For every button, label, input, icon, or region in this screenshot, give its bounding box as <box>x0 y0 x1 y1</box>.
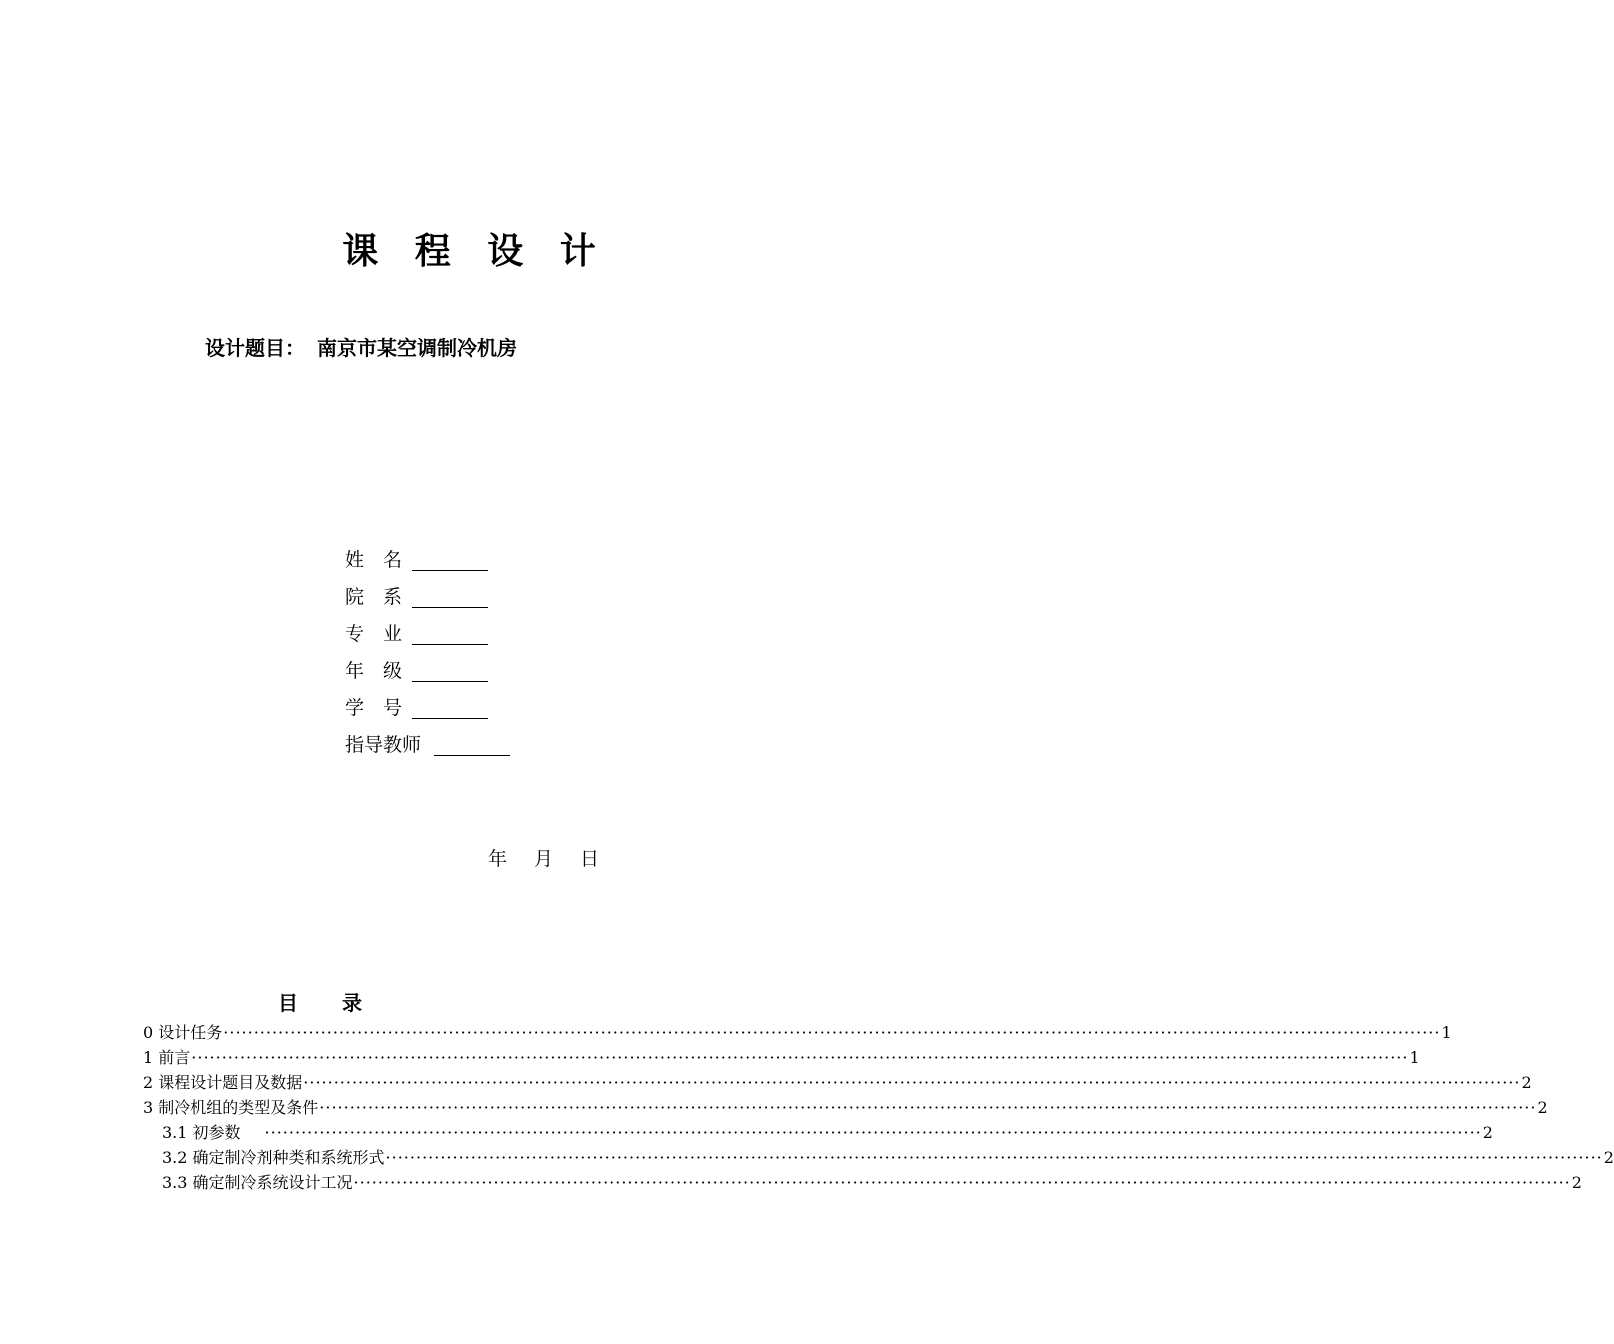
info-row-student-id <box>345 693 510 730</box>
date-month: 月 <box>534 848 554 870</box>
student-info-block <box>345 545 510 767</box>
info-row-department <box>345 582 510 619</box>
toc-subentry[interactable] <box>143 1145 1614 1170</box>
date-line <box>488 844 599 874</box>
info-blank-major[interactable] <box>412 619 488 645</box>
toc-entry-text: 0 设计任务 <box>143 1023 223 1042</box>
toc-leader-dots: ········································································································································································································ <box>353 1173 1571 1192</box>
info-label-student-id: 学 号 <box>345 697 403 719</box>
design-topic <box>205 333 517 363</box>
toc-leader-dots: ········································································································································································································ <box>264 1123 1482 1142</box>
date-day: 日 <box>580 848 600 870</box>
toc-entry[interactable] <box>143 1020 1452 1045</box>
toc-entry[interactable] <box>143 1070 1532 1095</box>
toc-entry-text: 3.2 确定制冷剂种类和系统形式 <box>162 1148 385 1167</box>
toc-subentry[interactable] <box>143 1170 1582 1195</box>
toc-entry-text: 3 制冷机组的类型及条件 <box>143 1098 319 1117</box>
toc-entry-page: 1 <box>1441 1023 1452 1042</box>
toc-subentry[interactable] <box>143 1120 1493 1145</box>
info-label-advisor: 指导教师 <box>345 734 422 756</box>
info-label-major: 专 业 <box>345 623 403 645</box>
design-topic-value: 南京市某空调制冷机房 <box>317 336 517 360</box>
toc-entry-page: 2 <box>1482 1123 1493 1142</box>
toc-entry[interactable] <box>143 1095 1548 1120</box>
toc-entry-text: 1 前言 <box>143 1048 191 1067</box>
info-label-grade: 年 级 <box>345 660 403 682</box>
toc-leader-dots: ········································································································································································································ <box>223 1023 1441 1042</box>
toc-entry-page: 1 <box>1409 1048 1420 1067</box>
toc-list <box>143 1020 1614 1195</box>
design-topic-label: 设计题目： <box>205 336 305 360</box>
toc-title <box>278 988 362 1018</box>
toc-entry-text: 2 课程设计题目及数据 <box>143 1073 303 1092</box>
info-blank-department[interactable] <box>412 582 488 608</box>
toc-title-left: 目 <box>278 991 298 1015</box>
info-row-advisor <box>345 730 510 767</box>
date-year: 年 <box>488 848 508 870</box>
toc-entry-page: 2 <box>1537 1098 1548 1117</box>
info-blank-student-id[interactable] <box>412 693 488 719</box>
toc-leader-dots: ········································································································································································································ <box>319 1098 1537 1117</box>
toc-entry-text: 3.1 初参数 <box>162 1123 241 1142</box>
info-blank-name[interactable] <box>412 545 488 571</box>
toc-leader-dots: ········································································································································································································ <box>191 1048 1409 1067</box>
info-blank-advisor[interactable] <box>434 730 510 756</box>
toc-entry[interactable] <box>143 1045 1420 1070</box>
toc-leader-dots: ········································································································································································································ <box>385 1148 1603 1167</box>
page-title: 课 程 设 计 <box>342 231 608 272</box>
info-row-grade <box>345 656 510 693</box>
toc-entry-page: 2 <box>1571 1173 1582 1192</box>
info-label-name: 姓 名 <box>345 549 403 571</box>
toc-entry-page: 2 <box>1603 1148 1614 1167</box>
info-row-name <box>345 545 510 582</box>
toc-leader-dots: ········································································································································································································ <box>303 1073 1521 1092</box>
toc-entry-text: 3.3 确定制冷系统设计工况 <box>162 1173 353 1192</box>
info-label-department: 院 系 <box>345 586 403 608</box>
toc-entry-page: 2 <box>1521 1073 1532 1092</box>
info-row-major <box>345 619 510 656</box>
info-blank-grade[interactable] <box>412 656 488 682</box>
toc-title-right: 录 <box>342 991 362 1015</box>
